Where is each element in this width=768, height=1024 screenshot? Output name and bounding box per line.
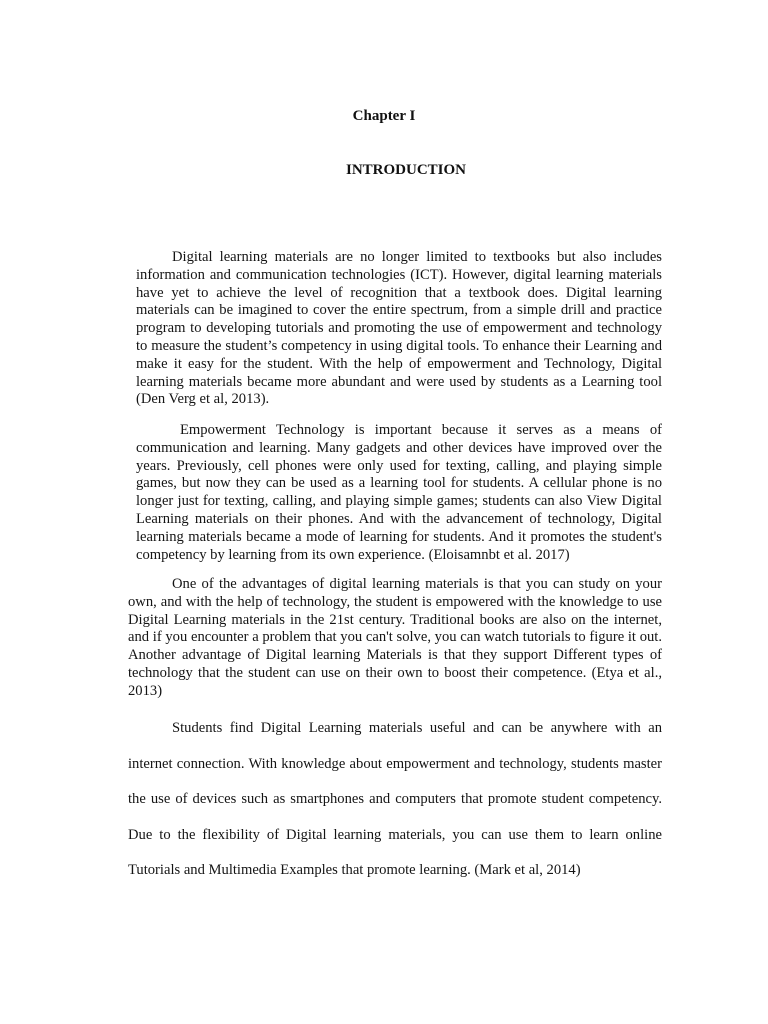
chapter-label: Chapter I xyxy=(352,108,416,124)
paragraph-3: One of the advantages of digital learning materials is that you can study on your own, and with the help of technology, the student is empowered with the knowledge to use Digital Learning materials in the 21st century. Traditional books are also on the internet, and if you encounter a problem that you can't solve, you can watch tutorials to figure it out. Another advantage of Digital learning Materials is that they support Different types of technology that the student can use on their own to boost their competence. (Etya et al., 2013) xyxy=(128,576,662,699)
paragraph-4: Students find Digital Learning materials useful and can be anywhere with an internet connection. With knowledge about empowerment and technology, students master the use of devices such as smartphones and computers that promote student competency. Due to the flexibility of Digital learning materials, you can use them to learn online Tutorials and Multimedia Examples that promote learning. (Mark et al, 2014) xyxy=(128,720,662,879)
paragraph-2: Empowerment Technology is important because it serves as a means of communication and learning. Many gadgets and other devices have improved over the years. Previously, cell phones were only used for texting, calling, and playing simple games, but now they can be used as a learning tool for students. A cellular phone is no longer just for texting, calling, and playing simple games; students can also View Digital Learning materials on their phones. And with the advancement of technology, Digital learning materials became a mode of learning for students. And it promotes the student's competency by learning from its own experience. (Eloisamnbt et al. 2017) xyxy=(136,422,662,563)
paragraph-1: Digital learning materials are no longer limited to textbooks but also includes information and communication technologies (ICT). However, digital learning materials have yet to achieve the level of recognition that a textbook does. Digital learning materials can be imagined to cover the entire spectrum, from a simple drill and practice program to developing tutorials and promoting the use of empowerment and technology to measure the student’s competency in using digital tools. To enhance their Learning and make it easy for the student. With the help of empowerment and Technology, Digital learning materials became more abundant and were used by students as a Learning tool (Den Verg et al, 2013). xyxy=(136,249,662,408)
section-heading: INTRODUCTION xyxy=(345,162,466,178)
